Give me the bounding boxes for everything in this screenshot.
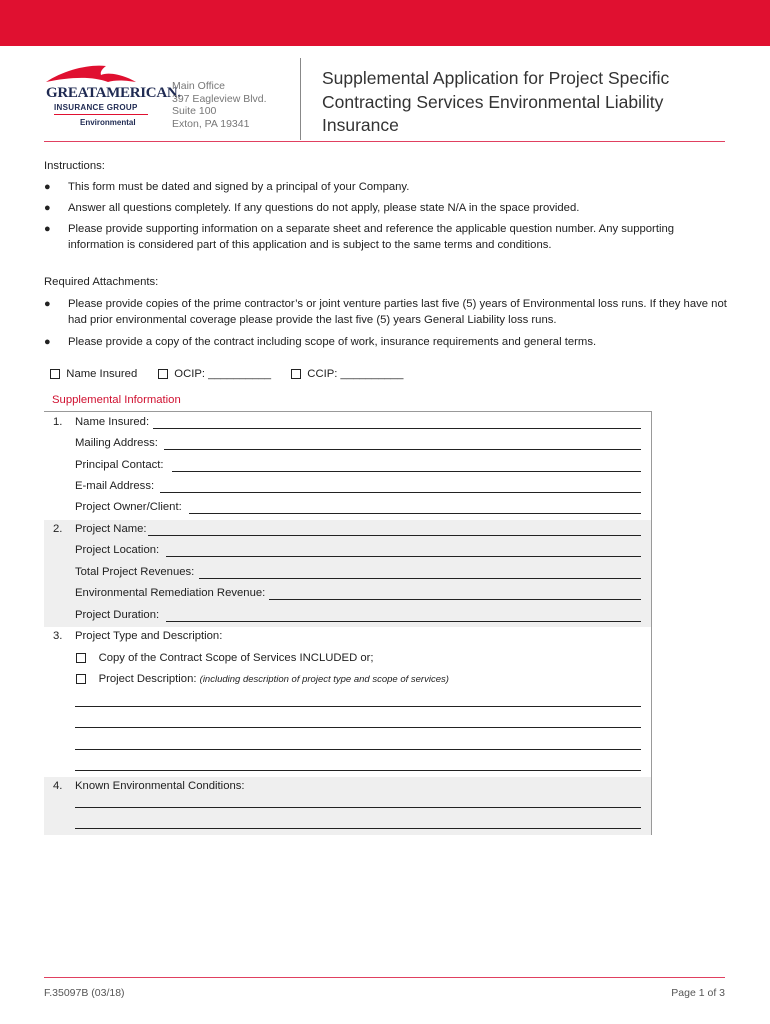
option-label: Copy of the Contract Scope of Services INCLUDED or; bbox=[98, 652, 374, 664]
field-row bbox=[44, 777, 651, 798]
office-line: 397 Eagleview Blvd. bbox=[172, 92, 267, 105]
question-number: 4. bbox=[53, 780, 63, 792]
attachment-item: Please provide a copy of the contract including scope of work, insurance requirements and general terms. bbox=[68, 336, 597, 348]
field-row bbox=[44, 627, 651, 648]
top-accent-bar bbox=[0, 0, 770, 46]
page-number: Page 1 of 3 bbox=[671, 987, 725, 999]
header-divider bbox=[300, 58, 301, 140]
field-label: Known Environmental Conditions: bbox=[75, 780, 245, 792]
brand-subtitle: INSURANCE GROUP bbox=[54, 103, 138, 112]
field-label: Principal Contact: bbox=[75, 459, 164, 471]
field-row bbox=[44, 541, 651, 562]
description-line[interactable] bbox=[75, 706, 641, 707]
footer-rule bbox=[44, 977, 725, 978]
option-label: OCIP: __________ bbox=[174, 368, 272, 380]
bullet-icon: ● bbox=[44, 223, 51, 235]
page-title: Supplemental Application for Project Specific Contracting Services Environmental Liability Insurance bbox=[322, 68, 670, 135]
attachment-item: Please provide copies of the prime contractor’s or joint venture parties last five (5) years of Environmental loss runs. If they have not had prior environmental coverage please provide the last five (5) years General Liability loss runs. bbox=[68, 298, 727, 326]
field-label: Project Type and Description: bbox=[75, 630, 223, 642]
field-row bbox=[44, 498, 651, 519]
section-heading: Supplemental Information bbox=[52, 394, 181, 406]
project-location-input[interactable] bbox=[166, 556, 641, 557]
field-label: Project Name: bbox=[75, 523, 147, 535]
field-row bbox=[44, 520, 651, 541]
attachments-heading: Required Attachments: bbox=[44, 276, 159, 288]
project-name-input[interactable] bbox=[148, 535, 641, 536]
description-line[interactable] bbox=[75, 727, 641, 728]
checkbox-icon[interactable] bbox=[76, 674, 86, 684]
project-owner-input[interactable] bbox=[189, 513, 641, 514]
option-label: Name Insured bbox=[66, 368, 138, 380]
instruction-item: Please provide supporting information on a separate sheet and reference the applicable question number. Any supporting information is considered part of this application and is subject to the same terms and conditions. bbox=[68, 223, 675, 251]
office-line: Suite 100 bbox=[172, 105, 217, 117]
bullet-icon: ● bbox=[44, 181, 51, 193]
principal-contact-input[interactable] bbox=[172, 471, 641, 472]
checkbox-icon[interactable] bbox=[50, 369, 60, 379]
field-row bbox=[44, 434, 651, 455]
question-number: 3. bbox=[53, 630, 63, 642]
instructions-heading: Instructions: bbox=[44, 160, 105, 172]
field-row bbox=[44, 413, 651, 434]
total-revenues-input[interactable] bbox=[199, 578, 641, 579]
instruction-item: This form must be dated and signed by a principal of your Company. bbox=[68, 181, 410, 193]
field-row bbox=[44, 606, 651, 627]
field-row bbox=[44, 584, 651, 605]
conditions-line[interactable] bbox=[75, 807, 641, 808]
option-note: (including description of project type and scope of services) bbox=[199, 674, 449, 685]
bullet-icon: ● bbox=[44, 336, 51, 348]
project-duration-input[interactable] bbox=[166, 621, 641, 622]
brand-division: Environmental bbox=[80, 118, 136, 127]
checkbox-icon[interactable] bbox=[291, 369, 301, 379]
field-row bbox=[44, 563, 651, 584]
field-label: E-mail Address: bbox=[75, 480, 155, 492]
option-label: CCIP: __________ bbox=[307, 368, 404, 380]
project-description-option[interactable] bbox=[76, 673, 449, 685]
mailing-address-input[interactable] bbox=[164, 449, 641, 450]
field-label: Environmental Remediation Revenue: bbox=[75, 587, 266, 599]
office-line: Exton, PA 19341 bbox=[172, 117, 250, 130]
ocip-option[interactable] bbox=[158, 368, 271, 380]
scope-included-option[interactable] bbox=[76, 652, 374, 664]
field-label: Project Duration: bbox=[75, 609, 160, 621]
field-row bbox=[44, 477, 651, 498]
brand-divider bbox=[54, 114, 148, 115]
email-address-input[interactable] bbox=[160, 492, 641, 493]
instruction-item: Answer all questions completely. If any questions do not apply, please state N/A in the space provided. bbox=[68, 202, 580, 214]
ccip-option[interactable] bbox=[291, 368, 403, 380]
question-number: 2. bbox=[53, 523, 63, 535]
section-frame-right bbox=[651, 411, 652, 835]
question-number: 1. bbox=[53, 416, 63, 428]
checkbox-icon[interactable] bbox=[158, 369, 168, 379]
field-row bbox=[44, 456, 651, 477]
office-line: Main Office bbox=[172, 80, 225, 92]
bullet-icon: ● bbox=[44, 298, 51, 310]
field-label: Total Project Revenues: bbox=[75, 566, 195, 578]
header-rule bbox=[44, 141, 725, 142]
description-line[interactable] bbox=[75, 749, 641, 750]
field-label: Name Insured: bbox=[75, 416, 150, 428]
named-insured-option[interactable] bbox=[50, 368, 137, 380]
form-id: F.35097B (03/18) bbox=[44, 987, 125, 999]
name-insured-input[interactable] bbox=[153, 428, 641, 429]
office-address bbox=[172, 80, 267, 130]
field-label: Project Location: bbox=[75, 544, 160, 556]
field-label: Mailing Address: bbox=[75, 437, 158, 449]
description-line[interactable] bbox=[75, 770, 641, 771]
brand-name: GREATAMERICAN. bbox=[46, 85, 181, 101]
field-label: Project Owner/Client: bbox=[75, 501, 182, 513]
remediation-revenue-input[interactable] bbox=[269, 599, 641, 600]
section-frame-top bbox=[44, 411, 651, 412]
checkbox-icon[interactable] bbox=[76, 653, 86, 663]
bullet-icon: ● bbox=[44, 202, 51, 214]
conditions-line[interactable] bbox=[75, 828, 641, 829]
option-label: Project Description: bbox=[98, 673, 197, 685]
